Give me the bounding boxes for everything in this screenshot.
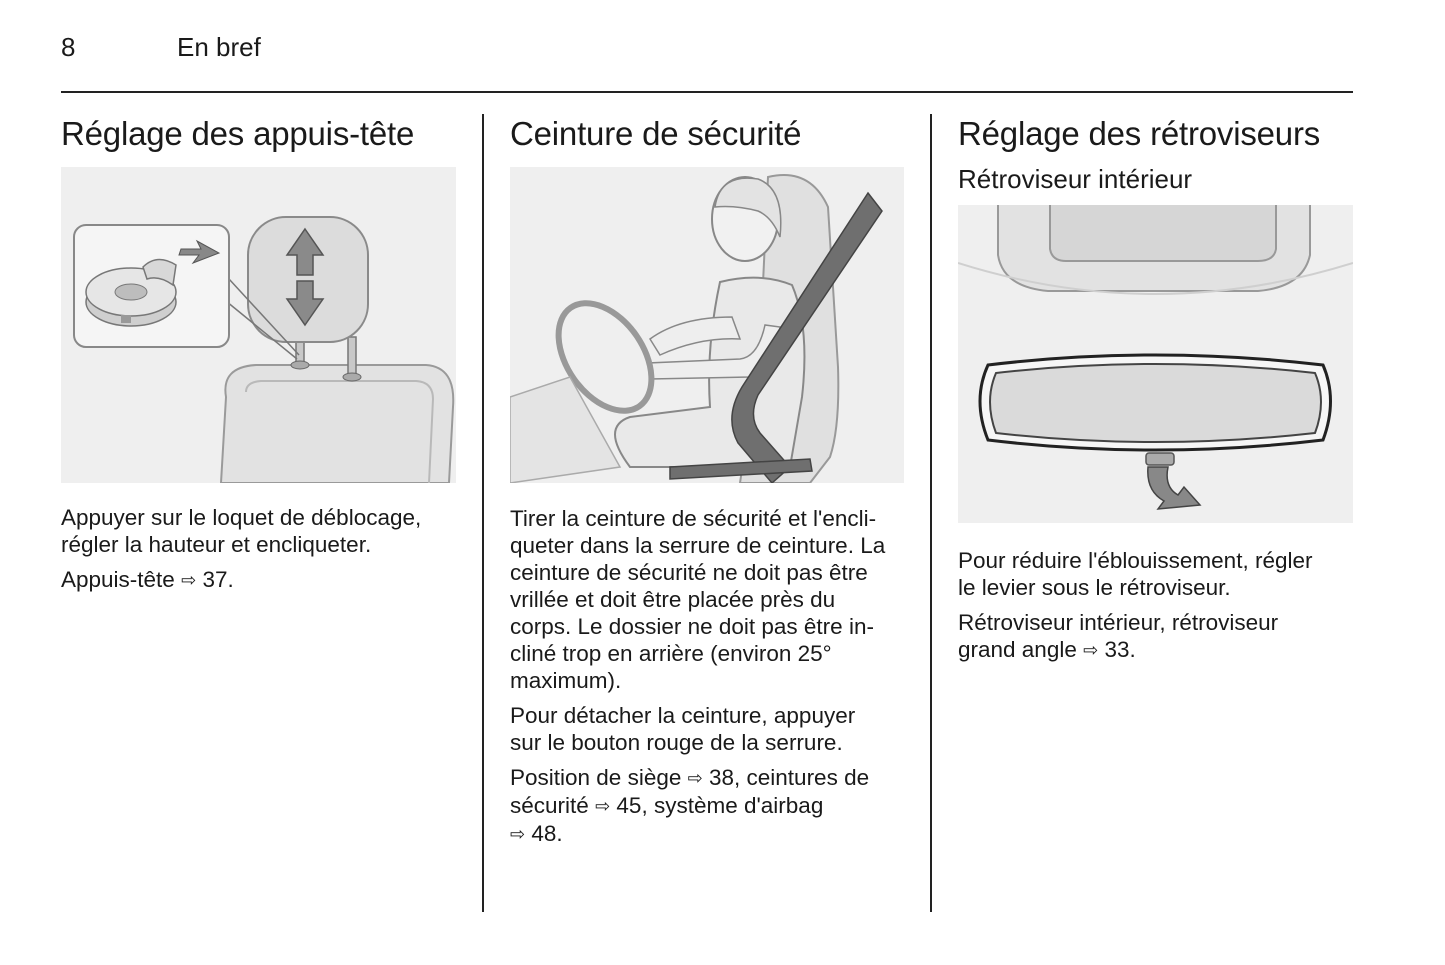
seatbelt-instruction: Tirer la ceinture de sécurité et l'encli- queter dans la serrure de ceinture. La ceinture de sécurité ne doit pas être vrillée et doit être placée près du corps. Le dossier ne doit pas être in- cliné trop en arrière (environ 25° maximum). <box>510 506 886 693</box>
section-title-seatbelt: Ceinture de sécurité <box>510 115 802 152</box>
page-number: 8 <box>61 32 76 62</box>
headrest-illustration <box>61 167 456 483</box>
page-ref-arrow-icon: ⇨ <box>181 570 197 590</box>
column-mirrors <box>958 112 1354 664</box>
column-headrest <box>61 112 457 594</box>
seatbelt-references: Position de siège ⇨ 38, ceintures de sécurité ⇨ 45, système d'airbag ⇨ 48. <box>510 765 870 846</box>
section-title-headrest: Réglage des appuis-tête <box>61 115 415 152</box>
subsection-title-interior-mirror: Rétroviseur intérieur <box>958 164 1193 194</box>
mirror-instruction: Pour réduire l'éblouissement, régler le levier sous le rétroviseur. <box>958 548 1313 600</box>
page-ref-arrow-icon: ⇨ <box>510 824 526 844</box>
page-ref-arrow-icon: ⇨ <box>595 796 611 816</box>
page-ref-arrow-icon: ⇨ <box>687 768 703 788</box>
page-ref-arrow-icon: ⇨ <box>1083 640 1099 660</box>
column-divider-1 <box>482 114 484 912</box>
page-header <box>61 30 1353 92</box>
header-rule <box>61 91 1353 93</box>
seatbelt-illustration <box>510 167 904 483</box>
mirror-illustration <box>958 205 1353 523</box>
chapter-title: En bref <box>177 32 261 62</box>
column-divider-2 <box>930 114 932 912</box>
column-seatbelt <box>510 112 906 848</box>
section-title-mirrors: Réglage des rétroviseurs <box>958 115 1321 152</box>
headrest-reference: Appuis-tête ⇨ 37. <box>61 567 234 592</box>
headrest-instruction: Appuyer sur le loquet de déblocage, régler la hauteur et encliqueter. <box>61 505 422 557</box>
mirror-reference: Rétroviseur intérieur, rétroviseur grand angle ⇨ 33. <box>958 610 1279 662</box>
seatbelt-release-instruction: Pour détacher la ceinture, appuyer sur le bouton rouge de la serrure. <box>510 703 856 755</box>
